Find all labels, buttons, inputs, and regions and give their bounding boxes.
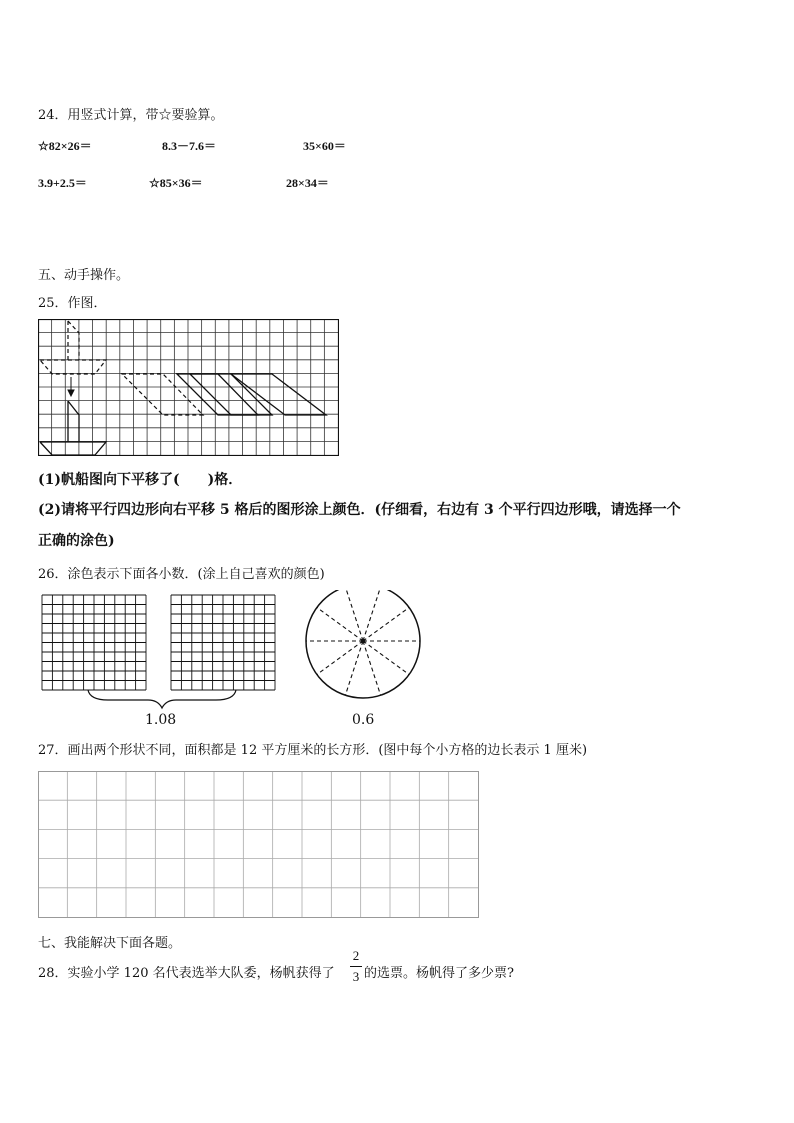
q25-part2-line2: 正确的涂色) [38,533,115,549]
q24-expr-4: 3.9+2.5＝ [38,176,87,190]
q28-text-after: 的选票。杨帆得了多少票? [364,966,514,981]
q24-expr-3: 35×60＝ [303,139,346,153]
q26-label-circle: 0.6 [352,712,375,728]
q25-grid-figure [38,319,339,456]
q25-title: 25．作图． [38,296,107,311]
q24-title: 24．用竖式计算，带☆要验算。 [38,108,224,123]
q28-text-before: 28．实验小学 120 名代表选举大队委，杨帆获得了 [38,966,335,981]
q24-expr-5: ☆85×36＝ [149,176,203,190]
q25-part1: (1)帆船图向下平移了( )格． [38,472,243,488]
q26-title: 26．涂色表示下面各小数．(涂上自己喜欢的颜色) [38,567,325,582]
q26-figure [38,590,438,730]
parallelogram-option-1 [177,374,258,415]
section-seven-heading: 七、我能解决下面各题。 [38,936,182,951]
circle-ten-parts [306,590,420,698]
hundred-grid-right [171,595,275,690]
q27-title: 27．画出两个形状不同，面积都是 12 平方厘米的长方形．(图中每个小方格的边长表示 1 厘米) [38,743,588,758]
q24-expr-6: 28×34＝ [286,176,329,190]
q28-fraction-bar [350,966,362,967]
q28-fraction-denominator: 3 [352,969,360,984]
brace [88,690,236,708]
parallelogram-original [122,374,203,415]
hundred-grid-left [42,595,146,690]
q25-part2-line1: (2)请将平行四边形向右平移 5 格后的图形涂上颜色．(仔细看，右边有 3 个平行四边形哦，请选择一个 [38,502,681,518]
q24-expr-2: 8.3－7.6＝ [162,139,217,153]
section-five-heading: 五、动手操作。 [38,268,130,283]
q26-label-grids: 1.08 [145,712,177,728]
q24-expr-1: ☆82×26＝ [38,139,92,153]
q27-grid [38,771,480,919]
arrow-down-icon [68,377,74,396]
sailboat-original [40,321,106,374]
parallelogram-option-3 [231,374,326,415]
q28-fraction-numerator: 2 [352,948,360,963]
parallelogram-option-2 [190,374,272,415]
